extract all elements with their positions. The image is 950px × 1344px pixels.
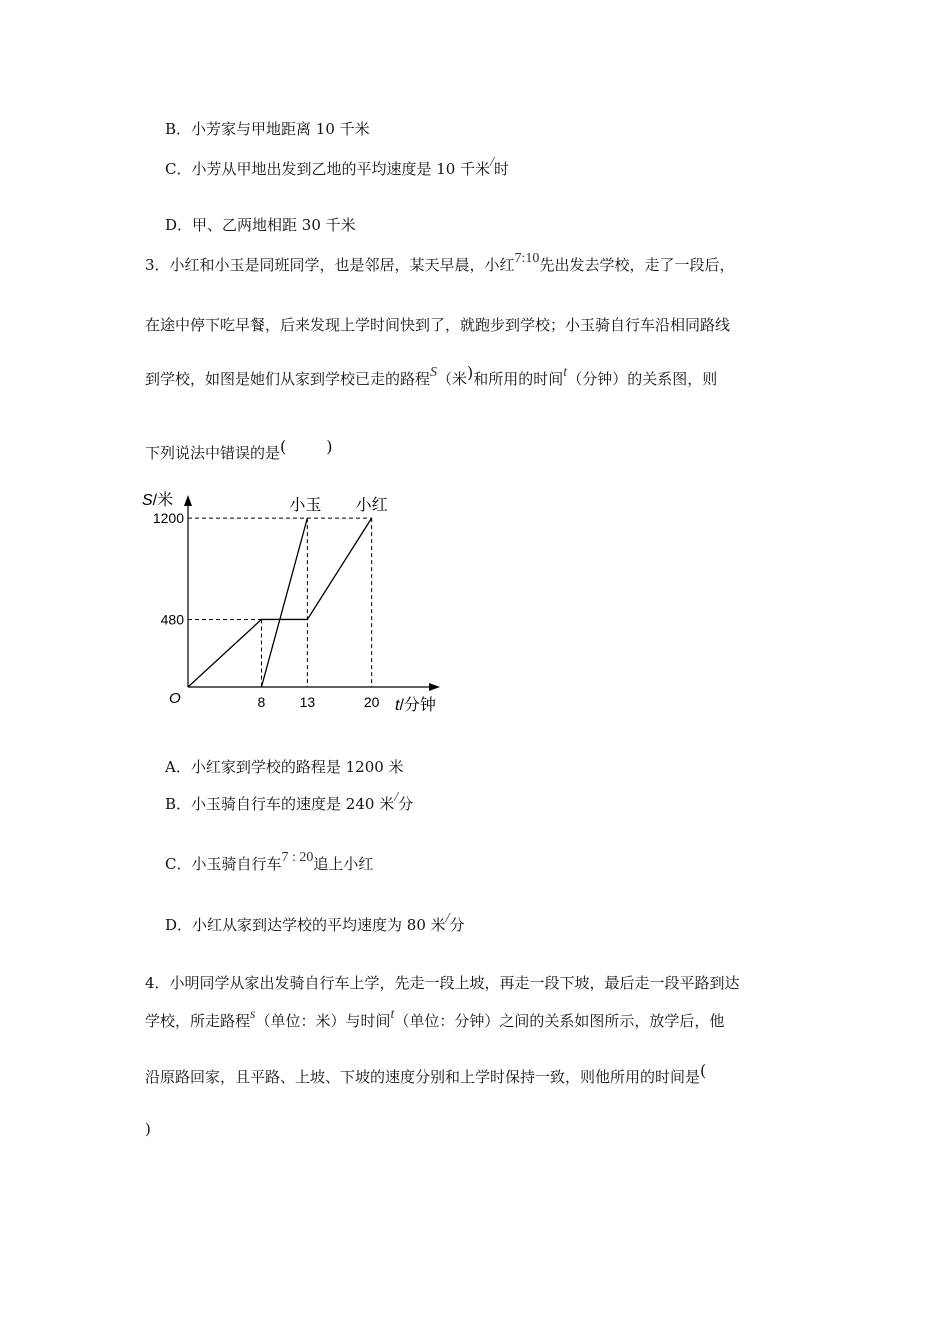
q3-answer-paren-open: ( [280, 437, 287, 456]
x-axis-unit: /分钟 [399, 697, 436, 714]
q4-line-2 [145, 1007, 725, 1031]
x-axis-label [395, 696, 436, 714]
q2-option-d-label: D． [165, 216, 193, 234]
q3-option-c-text2: 追上小红 [313, 855, 374, 873]
q3-start-time: 7:10 [514, 251, 540, 266]
q4-var-s: s [250, 1007, 256, 1022]
q3-option-d-slash: / [445, 911, 450, 926]
q4-line-2-a: 学校，所走路程 [145, 1012, 251, 1030]
x-tick-label-13: 13 [299, 694, 316, 710]
q4-line-1 [145, 972, 740, 993]
q3-line-4 [145, 437, 333, 463]
x-axis-var: t [395, 697, 400, 714]
q3-line-1 [145, 251, 735, 275]
q3-line-3 [145, 363, 718, 389]
q4-line-3 [145, 1061, 707, 1087]
y-axis-arrow [184, 495, 192, 506]
y-axis-var: S [142, 492, 153, 509]
q2-option-c-label: C． [165, 160, 192, 178]
q3-option-c-time: 7 : 20 [281, 850, 314, 865]
q2-option-c [165, 155, 510, 179]
y-tick-label-480: 480 [160, 611, 184, 628]
q3-option-b-slash: / [394, 790, 399, 805]
q3-option-a [165, 756, 404, 777]
q4-line-1-text: 4．小明同学从家出发骑自行车上学，先走一段上坡，再走一段下坡，最后走一段平路到达 [145, 974, 740, 992]
series-line-xiaoyu [261, 518, 307, 687]
y-tick-label-1200: 1200 [152, 510, 184, 527]
q3-line-2 [145, 314, 730, 335]
q3-option-c-label: C． [165, 855, 192, 873]
distance-time-chart [142, 485, 450, 725]
q3-option-a-text: 小红家到学校的路程是 1200 米 [190, 758, 404, 776]
q4-line-3-text: 沿原路回家，且平路、上坡、下坡的速度分别和上学时保持一致，则他所用的时间是 [145, 1068, 701, 1086]
q2-option-c-text: 小芳从甲地出发到乙地的平均速度是 10 千米 [191, 160, 491, 178]
q3-option-d-unit: 分 [449, 916, 465, 934]
y-axis-label [142, 491, 173, 509]
q4-answer-paren-open: ( [700, 1061, 707, 1080]
q3-line-2-text: 在途中停下吃早餐，后来发现上学时间快到了，就跑步到学校；小玉骑自行车沿相同路线 [145, 316, 731, 334]
q3-option-b-unit: 分 [398, 795, 414, 813]
q3-var-s: S [430, 365, 438, 380]
y-axis-unit: /米 [152, 492, 174, 509]
q4-line-2-b: （单位：米）与时间 [255, 1012, 391, 1030]
q2-option-d [165, 214, 356, 235]
q2-option-c-unit: 时 [494, 160, 510, 178]
series-label-xiaoyu: 小玉 [289, 497, 322, 515]
q3-line-1-a: 3．小红和小玉是同班同学，也是邻居，某天早晨，小红 [145, 256, 515, 274]
q3-option-d [165, 911, 465, 935]
q3-option-b-text: 小玉骑自行车的速度是 240 米 [191, 795, 395, 813]
x-axis-arrow [429, 683, 440, 691]
q4-answer-paren-close: ) [145, 1120, 151, 1138]
q3-option-d-label: D． [165, 916, 193, 934]
q4-line-2-c: （单位：分钟）之间的关系如图所示，放学后，他 [394, 1012, 725, 1030]
x-tick-label-20: 20 [363, 694, 380, 710]
q3-option-b-label: B． [165, 795, 192, 813]
q3-line-3-d: （分钟）的关系图，则 [567, 370, 718, 388]
q3-line-1-b: 先出发去学校，走了一段后， [539, 256, 735, 274]
x-tick-label-8: 8 [257, 694, 266, 710]
q4-var-t: t [390, 1007, 395, 1022]
q3-option-d-text: 小红从家到达学校的平均速度为 80 米 [192, 916, 446, 934]
q2-option-c-slash: / [490, 155, 494, 170]
q3-option-c [165, 850, 374, 874]
q3-answer-paren-close: ) [326, 437, 333, 456]
q3-var-t: t [563, 365, 568, 380]
series-line-xiaohong [188, 518, 372, 687]
q3-option-c-text: 小玉骑自行车 [191, 855, 282, 873]
q3-line-4-text: 下列说法中错误的是 [145, 444, 281, 462]
q2-option-d-text: 甲、乙两地相距 30 千米 [192, 216, 356, 234]
series-label-xiaohong: 小红 [355, 497, 388, 515]
q2-option-b-text: 小芳家与甲地距离 10 千米 [191, 120, 370, 138]
origin-label: O [169, 690, 181, 707]
q3-line-3-b: （米 [437, 370, 468, 388]
q3-option-b [165, 790, 414, 814]
q2-option-b [165, 118, 370, 139]
q3-line-3-c: 和所用的时间 [473, 370, 564, 388]
q3-option-a-label: A． [165, 758, 191, 776]
q3-line-3-a: 到学校，如图是她们从家到学校已走的路程 [145, 370, 431, 388]
q3-paren-close: ) [467, 363, 474, 382]
q4-line-4 [145, 1120, 151, 1138]
q2-option-b-label: B． [165, 120, 192, 138]
